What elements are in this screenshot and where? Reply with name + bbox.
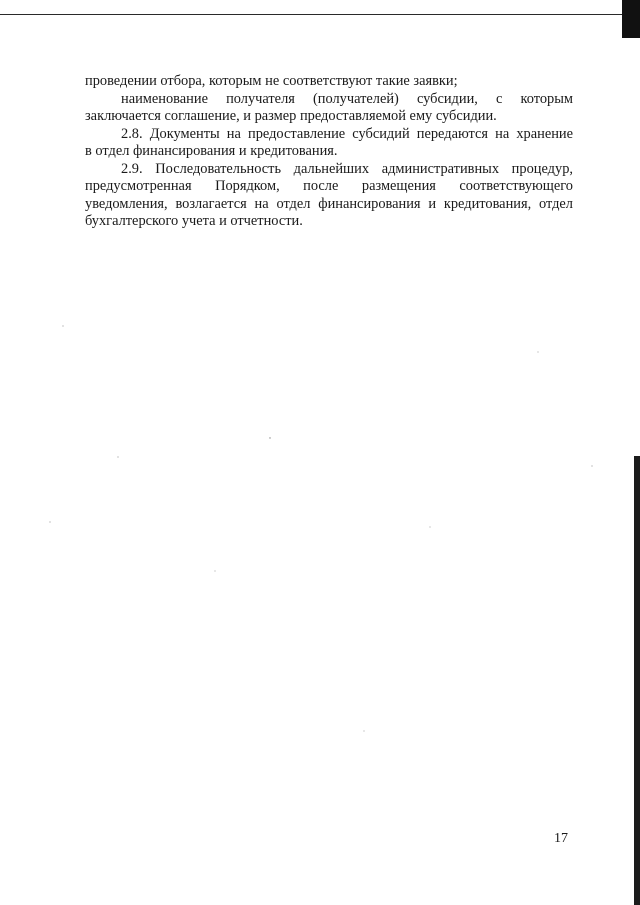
paragraph-2-9-line-4 — [85, 213, 573, 231]
paragraph-2-8-cont — [85, 143, 573, 161]
paragraph-selection-end — [85, 73, 573, 91]
scan-edge-line — [0, 14, 622, 15]
text-line: 2.9. Последовательность дальнейших административных процедур, — [121, 160, 573, 177]
page-number: 17 — [554, 831, 568, 846]
paragraph-2-9 — [85, 161, 573, 179]
paragraph-recipient-name-cont — [85, 108, 573, 126]
paragraph-recipient-name — [85, 91, 573, 109]
text-line: 2.8. Документы на предоставление субсидий передаются на хранение — [121, 125, 573, 142]
paragraph-2-9-line-2 — [85, 178, 573, 196]
text-line: проведении отбора, которым не соответствуют такие заявки; — [85, 73, 458, 89]
text-line: предусмотренная Порядком, после размещения соответствующего — [85, 178, 573, 194]
text-line: уведомления, возлагается на отдел финансирования и кредитования, отдел — [85, 195, 573, 212]
scan-edge-shadow — [634, 456, 640, 905]
text-line: заключается соглашение, и размер предоставляемой ему субсидии. — [85, 108, 497, 124]
scan-corner-mark — [622, 0, 640, 38]
text-line: наименование получателя (получателей) субсидии, с которым — [121, 90, 573, 107]
paragraph-2-8 — [85, 126, 573, 144]
text-line: в отдел финансирования и кредитования. — [85, 143, 338, 159]
body-text — [85, 73, 573, 231]
text-line: бухгалтерского учета и отчетности. — [85, 213, 303, 229]
paragraph-2-9-line-3 — [85, 196, 573, 214]
